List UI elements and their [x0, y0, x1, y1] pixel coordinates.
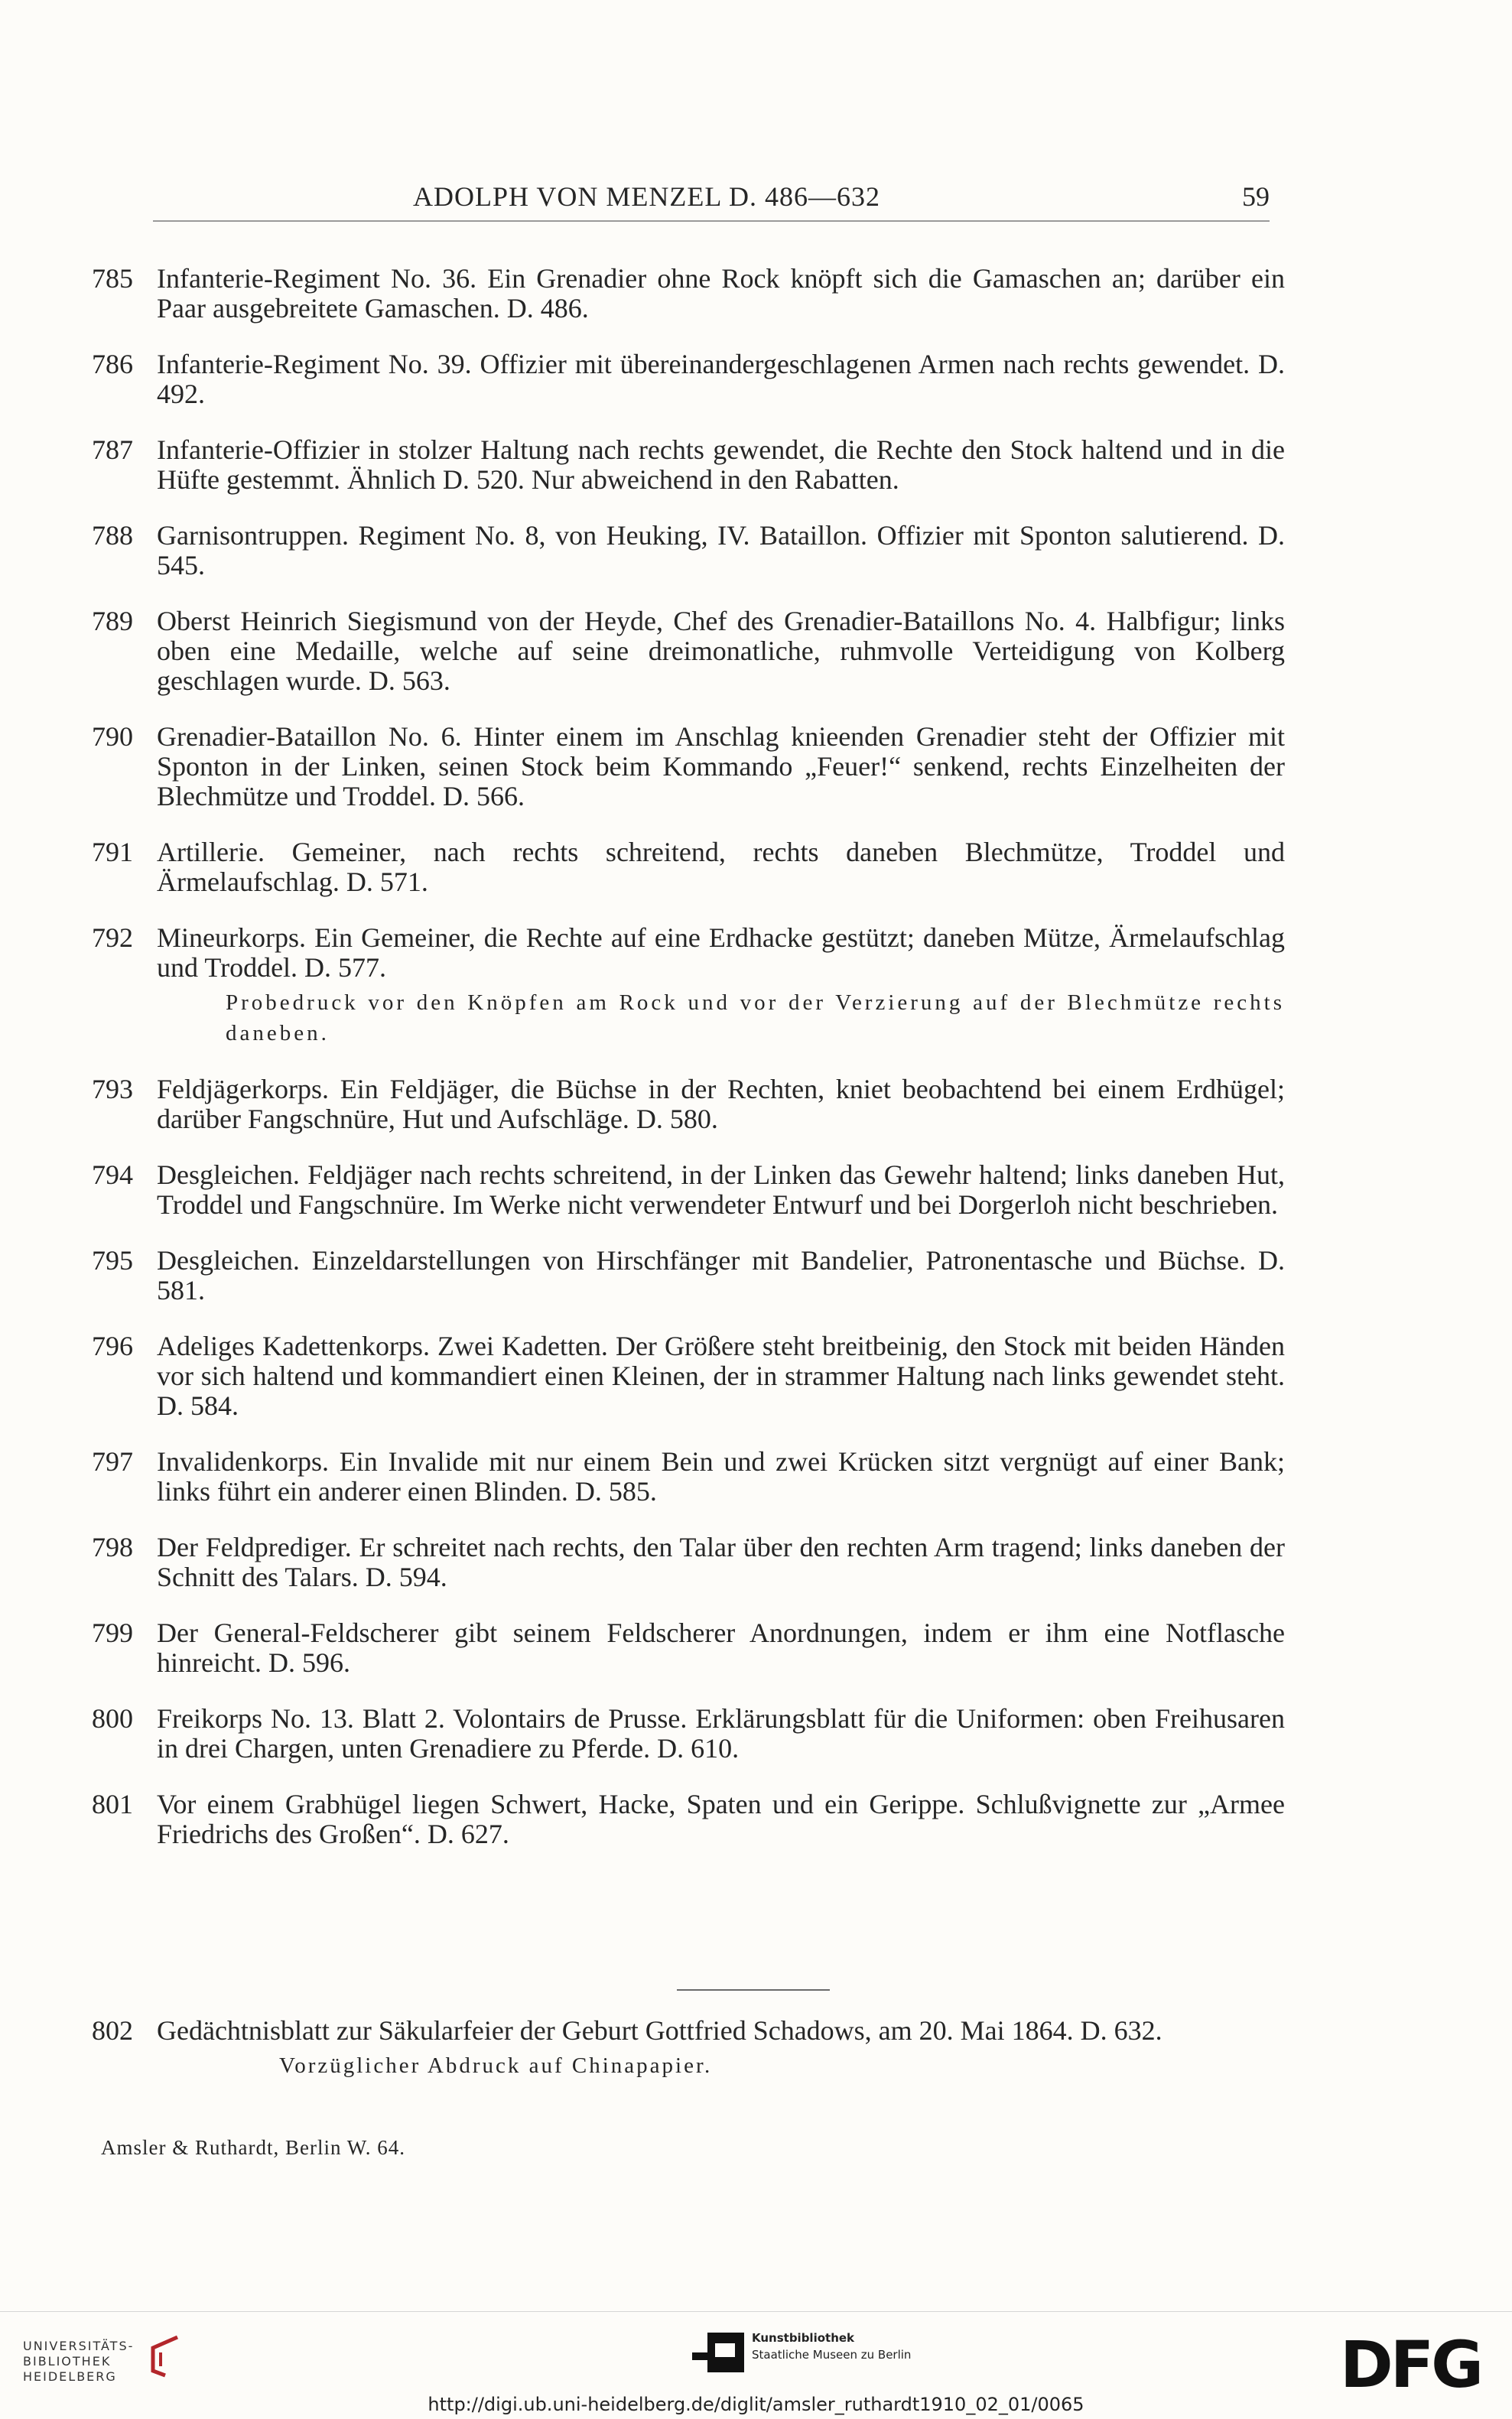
catalog-entry-802 [92, 2016, 1285, 2107]
running-header [153, 177, 1270, 223]
university-library-logo-text [23, 2339, 134, 2385]
entry-note: Vorzüglicher Abdruck auf Chinapapier. [279, 2053, 713, 2078]
entry-note: Probedruck vor den Knöpfen am Rock und vor der Verzierung auf der Blechmütze rechts daneben. [226, 990, 1285, 1045]
entry-text: Freikorps No. 13. Blatt 2. Volontairs de Prusse. Erklärungsblatt für die Uniformen: oben Freihusaren in drei Chargen, unten Grenadiere zu Pferde. D. 610. [157, 1703, 1285, 1764]
entry-number: 800 [92, 1703, 133, 1734]
permalink-url[interactable]: http://digi.ub.uni-heidelberg.de/diglit/amsler_ruthardt1910_02_01/0065 [428, 2394, 1084, 2415]
catalog-entry [92, 1331, 1285, 1421]
entry-number: 791 [92, 837, 133, 867]
page-number: 59 [1242, 181, 1270, 212]
catalog-entry [92, 606, 1285, 696]
kunstbibliothek-title: Kunstbibliothek [752, 2331, 855, 2345]
entry-text: Feldjägerkorps. Ein Feldjäger, die Büchse in der Rechten, kniet beobachtend bei einem Erdhügel; darüber Fangschnüre, Hut und Aufschläge. D. 580. [157, 1074, 1285, 1134]
dfg-logo: DFG [1340, 2327, 1481, 2402]
university-line-1: UNIVERSITÄTS- [23, 2339, 135, 2353]
entry-text: Der Feldprediger. Er schreitet nach rechts, den Talar über den rechten Arm tragend; links daneben der Schnitt des Talars. D. 594. [157, 1532, 1285, 1592]
catalog-entry [92, 1533, 1285, 1592]
entry-number: 792 [92, 922, 133, 953]
entry-text: Oberst Heinrich Siegismund von der Heyde, Chef des Grenadier-Bataillons No. 4. Halbfigur; links oben eine Medaille, welche auf seine dreimonatliche, ruhmvolle Verteidigung von Kolberg geschlagen wurde. D. 563. [157, 606, 1285, 696]
entry-number: 796 [92, 1331, 133, 1361]
entry-number: 797 [92, 1446, 133, 1477]
header-rule [153, 220, 1270, 222]
entry-number: 786 [92, 349, 133, 379]
entry-number: 798 [92, 1532, 133, 1562]
entry-number: 795 [92, 1245, 133, 1276]
kunstbibliothek-subtitle: Staatliche Museen zu Berlin [752, 2348, 912, 2362]
entry-text: Artillerie. Gemeiner, nach rechts schreitend, rechts daneben Blechmütze, Troddel und Ärmelaufschlag. D. 571. [157, 837, 1285, 897]
catalog-entry [92, 1704, 1285, 1764]
entry-text: Invalidenkorps. Ein Invalide mit nur einem Bein und zwei Krücken sitzt vergnügt auf einer Bank; links führt ein anderer einen Blinden. D. 585. [157, 1446, 1285, 1507]
entry-text: Grenadier-Bataillon No. 6. Hinter einem im Anschlag knieenden Grenadier steht der Offizier mit Sponton in der Linken, seinen Stock beim Kommando „Feuer!“ senkend, rechts Einzelheiten der Blechmütze und Troddel. D. 566. [157, 721, 1285, 811]
publisher-imprint: Amsler & Ruthardt, Berlin W. 64. [101, 2136, 405, 2159]
entry-number: 789 [92, 606, 133, 636]
entry-text: Mineurkorps. Ein Gemeiner, die Rechte auf eine Erdhacke gestützt; daneben Mütze, Ärmelaufschlag und Troddel. D. 577. [157, 922, 1285, 983]
entry-text: Infanterie-Offizier in stolzer Haltung nach rechts gewendet, die Rechte den Stock haltend und in die Hüfte gestemmt. Ähnlich D. 520. Nur abweichend in den Rabatten. [157, 434, 1285, 495]
catalog-entry [92, 1075, 1285, 1134]
entry-text: Desgleichen. Feldjäger nach rechts schreitend, in der Linken das Gewehr haltend; links daneben Hut, Troddel und Fangschnüre. Im Werke nicht verwendeter Entwurf und bei Dorgerloh nicht beschrieben. [157, 1159, 1285, 1220]
university-emblem-icon [145, 2333, 184, 2378]
catalog-entry [92, 722, 1285, 811]
entry-text: Desgleichen. Einzeldarstellungen von Hirschfänger mit Bandelier, Patronentasche und Büchse. D. 581. [157, 1245, 1285, 1305]
section-divider [677, 1989, 830, 1991]
catalog-entry [92, 1447, 1285, 1507]
catalog-entry [92, 923, 1285, 1049]
entry-number: 794 [92, 1159, 133, 1190]
kunstbibliothek-logo-icon [692, 2333, 746, 2375]
entry-text: Infanterie-Regiment No. 39. Offizier mit übereinandergeschlagenen Armen nach rechts gewendet. D. 492. [157, 349, 1285, 409]
catalog-entry [92, 435, 1285, 495]
entry-text: Adeliges Kadettenkorps. Zwei Kadetten. Der Größere steht breitbeinig, den Stock mit beiden Händen vor sich haltend und kommandiert einen Kleinen, der in strammer Haltung nach links gewendet steht. D. 584. [157, 1331, 1285, 1421]
entry-number: 793 [92, 1074, 133, 1104]
catalog-entry [92, 837, 1285, 897]
catalog-entry [92, 350, 1285, 409]
entry-text: Garnisontruppen. Regiment No. 8, von Heuking, IV. Bataillon. Offizier mit Sponton salutierend. D. 545. [157, 520, 1285, 580]
catalog-entry [92, 1160, 1285, 1220]
catalog-entries [92, 264, 1285, 1875]
header-title: ADOLPH VON MENZEL D. 486—632 [413, 181, 880, 212]
catalog-entry [92, 1618, 1285, 1678]
entry-number: 790 [92, 721, 133, 752]
entry-number: 802 [92, 2015, 133, 2046]
catalog-entry [92, 1246, 1285, 1305]
entry-number: 787 [92, 434, 133, 465]
kunstbibliothek-label [752, 2330, 911, 2363]
entry-text: Gedächtnisblatt zur Säkularfeier der Geburt Gottfried Schadows, am 20. Mai 1864. D. 632. [157, 2015, 1162, 2046]
entry-number: 785 [92, 263, 133, 294]
catalog-entry [92, 264, 1285, 324]
university-line-2: BIBLIOTHEK [23, 2354, 112, 2369]
entry-text: Der General-Feldscherer gibt seinem Feldscherer Anordnungen, indem er ihm eine Notflasche hinreicht. D. 596. [157, 1618, 1285, 1678]
catalog-entry [92, 521, 1285, 580]
footer-rule [0, 2311, 1512, 2312]
entry-number: 788 [92, 520, 133, 551]
university-line-3: HEIDELBERG [23, 2369, 117, 2384]
entry-number: 801 [92, 1789, 133, 1819]
entry-number: 799 [92, 1618, 133, 1648]
entry-text: Vor einem Grabhügel liegen Schwert, Hacke, Spaten und ein Gerippe. Schlußvignette zur „Armee Friedrichs des Großen“. D. 627. [157, 1789, 1285, 1849]
catalog-entry [92, 1790, 1285, 1849]
entry-text: Infanterie-Regiment No. 36. Ein Grenadier ohne Rock knöpft sich die Gamaschen an; darüber ein Paar ausgebreitete Gamaschen. D. 486. [157, 263, 1285, 324]
